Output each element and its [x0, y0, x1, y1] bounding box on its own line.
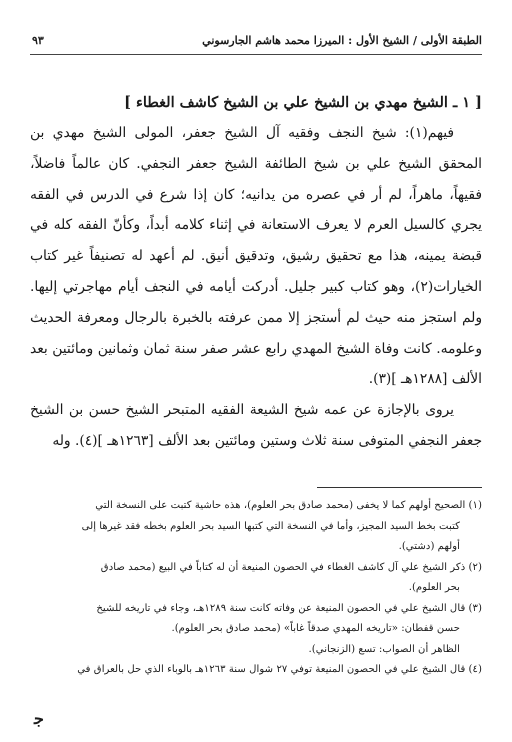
- section-heading: [ ١ ـ الشيخ مهدي بن الشيخ علي بن الشيخ كاشف الغطاء ]: [124, 94, 482, 111]
- footnote-line: (٣) قال الشيخ علي في الحصون المنيعة عن وفاته كانت سنة ١٢٨٩هـ، وجاء في تاريخه للشيخ: [96, 602, 482, 614]
- paragraph: يروى بالإجازة عن عمه شيخ الشيعة الفقيه المتبحر الشيخ حسن بن الشيخ جعفر النجفي المتوفى سنة ثلاث وستين ومائتين بعد الألف [١٢٦٣هـ ](٤). وله: [30, 402, 482, 449]
- footnote-line: الظاهر أن الصواب: تسع (الزنجاني).: [308, 643, 460, 655]
- footnote-line: (١) الصحيح أولهم كما لا يخفى (محمد صادق بحر العلوم)، هذه حاشية كتبت على النسخة التي: [95, 500, 482, 511]
- header-divider: [30, 54, 482, 55]
- footnote-divider: [317, 487, 482, 488]
- page-mark: ﺟ: [34, 709, 44, 728]
- running-header: [32, 34, 482, 47]
- footnote-line: (٤) قال الشيخ علي في الحصون المنيعة توفي ٢٧ شوال سنة ١٢٦٣هـ بالوباء الذي حل بالعراق في: [77, 664, 482, 675]
- paragraph: فيهم(١): شيخ النجف وفقيه آل الشيخ جعفر، المولى الشيخ مهدي بن المحقق الشيخ علي بن شيخ الطائفة الشيخ جعفر النجفي. كان عالماً فاضلاً، فقيهاً، ماهراً، لم أر في عصره من يدانيه؛ كان إذا شرع في الدرس في الفقه يجري كالسيل العرم لا يعرف الاستعانة في إثناء كلامه أبداً، وكأنّ الفقه كله في قبضة يمينه، هذا مع تحقيق رشيق، وتدقيق أنيق. لم أعهد له تصنيفاً غير كتاب الخيارات(٢)، وهو كتاب كبير جليل. أدركت أيامه في النجف أيام مهاجرتي إليها. ولم استجز منه حيث لم أستجز إلا ممن عرفته بالخبرة بالرجال ومعرفة الحديث وعلومه. كانت وفاة الشيخ المهدي رابع عشر صفر سنة ثمان وثمانين ومائتين بعد الألف [١٢٨٨هـ ](٣).: [30, 125, 482, 388]
- footnote-line: حسن قفطان: «تاريخه المهدي صدقاً غاباً» (محمد صادق بحر العلوم).: [171, 623, 460, 634]
- main-text: [30, 118, 482, 457]
- footnote-line: بحر العلوم).: [408, 582, 460, 593]
- footnotes: [32, 496, 482, 681]
- running-header-title: الطبقة الأولى / الشيخ الأول : الميرزا محمد هاشم الجارسوني: [202, 34, 482, 47]
- footnote-line: كتبت بخط السيد المجيز، وأما في النسخة التي كتبها السيد بحر العلوم بخطه فقد غيرها إلى: [81, 520, 460, 532]
- footnote-line: أولهم (دشتي).: [398, 541, 460, 552]
- footnote-line: (٢) ذكر الشيخ علي آل كاشف الغطاء في الحصون المنيعة أن له كتاباً في البيع (محمد صادق: [100, 561, 482, 573]
- page-number: ٩٣: [32, 34, 44, 47]
